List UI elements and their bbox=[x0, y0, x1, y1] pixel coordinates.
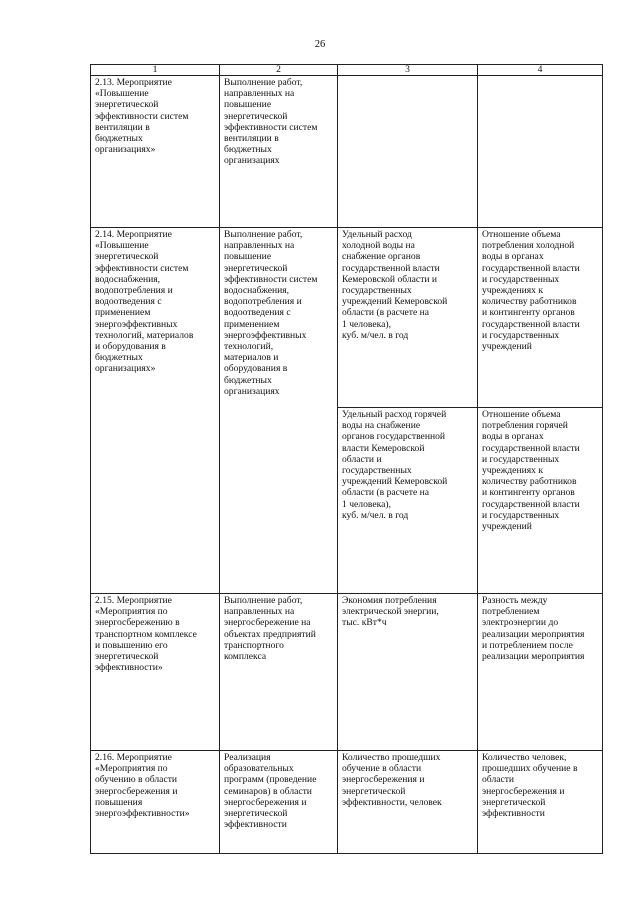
column-number-row bbox=[91, 65, 603, 76]
indicator-cell bbox=[338, 408, 478, 594]
method-cell bbox=[478, 751, 603, 854]
table-row-2-14 bbox=[91, 228, 603, 408]
indicator-cold-water: Удельный расход холодной воды на снабжение органов государственной власти Кемеровской области и государственных учреждений Кемеровской области (в расчете на 1 человека), куб. м/чел. в год bbox=[342, 229, 448, 341]
measure-content-cell bbox=[220, 228, 338, 594]
measure-name: 2.14. Мероприятие «Повышение энергетической эффективности систем водоснабжения, водопотребления и водоотведения с применением энергоэффективных технологий, материалов и оборудования в бюджетных организациях» bbox=[95, 229, 194, 375]
table-body bbox=[91, 76, 603, 854]
measure-name-cell bbox=[91, 594, 220, 751]
method-trained: Количество человек, прошедших обучение в области энергосбережения и энергетической эффективности bbox=[482, 752, 578, 820]
indicator-cell bbox=[338, 228, 478, 408]
page-number: 26 bbox=[314, 39, 326, 50]
indicator-electricity: Экономия потребления электрической энергии, тыс. кВт*ч bbox=[342, 595, 439, 629]
measure-content-cell bbox=[220, 76, 338, 228]
indicator-cell bbox=[338, 76, 478, 228]
method-cold-water: Отношение объема потребления холодной воды в органах государственной власти и государственных учреждениях к количеству работников и контингенту органов государственной власти и государственных учреждений bbox=[482, 229, 580, 353]
method-hot-water: Отношение объема потребления горячей воды в органах государственной власти и государственных учреждениях к количеству работников и контингенту органов государственной власти и государственных учреждений bbox=[482, 409, 580, 533]
table-row-2-13 bbox=[91, 76, 603, 228]
column-header-4: 4 bbox=[478, 65, 603, 76]
measure-content: Выполнение работ, направленных на повышение энергетической эффективности систем водоснабжения, водопотребления и водоотведения с применением энергоэффективных технологий, материалов и оборудования в бюджетных организациях bbox=[224, 229, 318, 397]
indicator-trained: Количество прошедших обучение в области энергосбережения и энергетической эффективности, человек bbox=[342, 752, 442, 808]
measure-name-cell bbox=[91, 228, 220, 594]
measure-content: Выполнение работ, направленных на энергосбережение на объектах предприятий транспортного комплекса bbox=[224, 595, 316, 663]
measure-content: Выполнение работ, направленных на повышение энергетической эффективности систем вентиляции в бюджетных организациях bbox=[224, 77, 318, 167]
table-row-2-16 bbox=[91, 751, 603, 854]
measure-name-cell bbox=[91, 76, 220, 228]
measure-name: 2.16. Мероприятие «Мероприятия по обучению в области энергосбережения и повышения энергоэффективности» bbox=[95, 752, 190, 820]
method-electricity: Разность между потреблением электроэнергии до реализации мероприятия и потреблением после реализации мероприятия bbox=[482, 595, 585, 663]
method-cell bbox=[478, 228, 603, 408]
indicator-hot-water: Удельный расход горячей воды на снабжение органов государственной власти Кемеровской области и государственных учреждений Кемеровской области (в расчете на 1 человека), куб. м/чел. в год bbox=[342, 409, 448, 521]
measure-name-cell bbox=[91, 751, 220, 854]
measure-content: Реализация образовательных программ (проведение семинаров) в области энергосбережения и энергетической эффективности bbox=[224, 752, 317, 831]
measure-name: 2.13. Мероприятие «Повышение энергетической эффективности систем вентиляции в бюджетных организациях» bbox=[95, 77, 189, 156]
measure-content-cell bbox=[220, 751, 338, 854]
indicator-cell bbox=[338, 594, 478, 751]
measure-content-cell bbox=[220, 594, 338, 751]
table-header bbox=[91, 65, 603, 76]
indicator-cell bbox=[338, 751, 478, 854]
method-cell bbox=[478, 76, 603, 228]
table-row-2-15 bbox=[91, 594, 603, 751]
measure-name: 2.15. Мероприятие «Мероприятия по энергосбережению в транспортном комплексе и повышению его энергетической эффективности» bbox=[95, 595, 197, 674]
method-cell bbox=[478, 594, 603, 751]
column-header-3: 3 bbox=[338, 65, 478, 76]
column-header-1: 1 bbox=[91, 65, 220, 76]
method-cell bbox=[478, 408, 603, 594]
column-header-2: 2 bbox=[220, 65, 338, 76]
measures-table bbox=[90, 64, 603, 854]
